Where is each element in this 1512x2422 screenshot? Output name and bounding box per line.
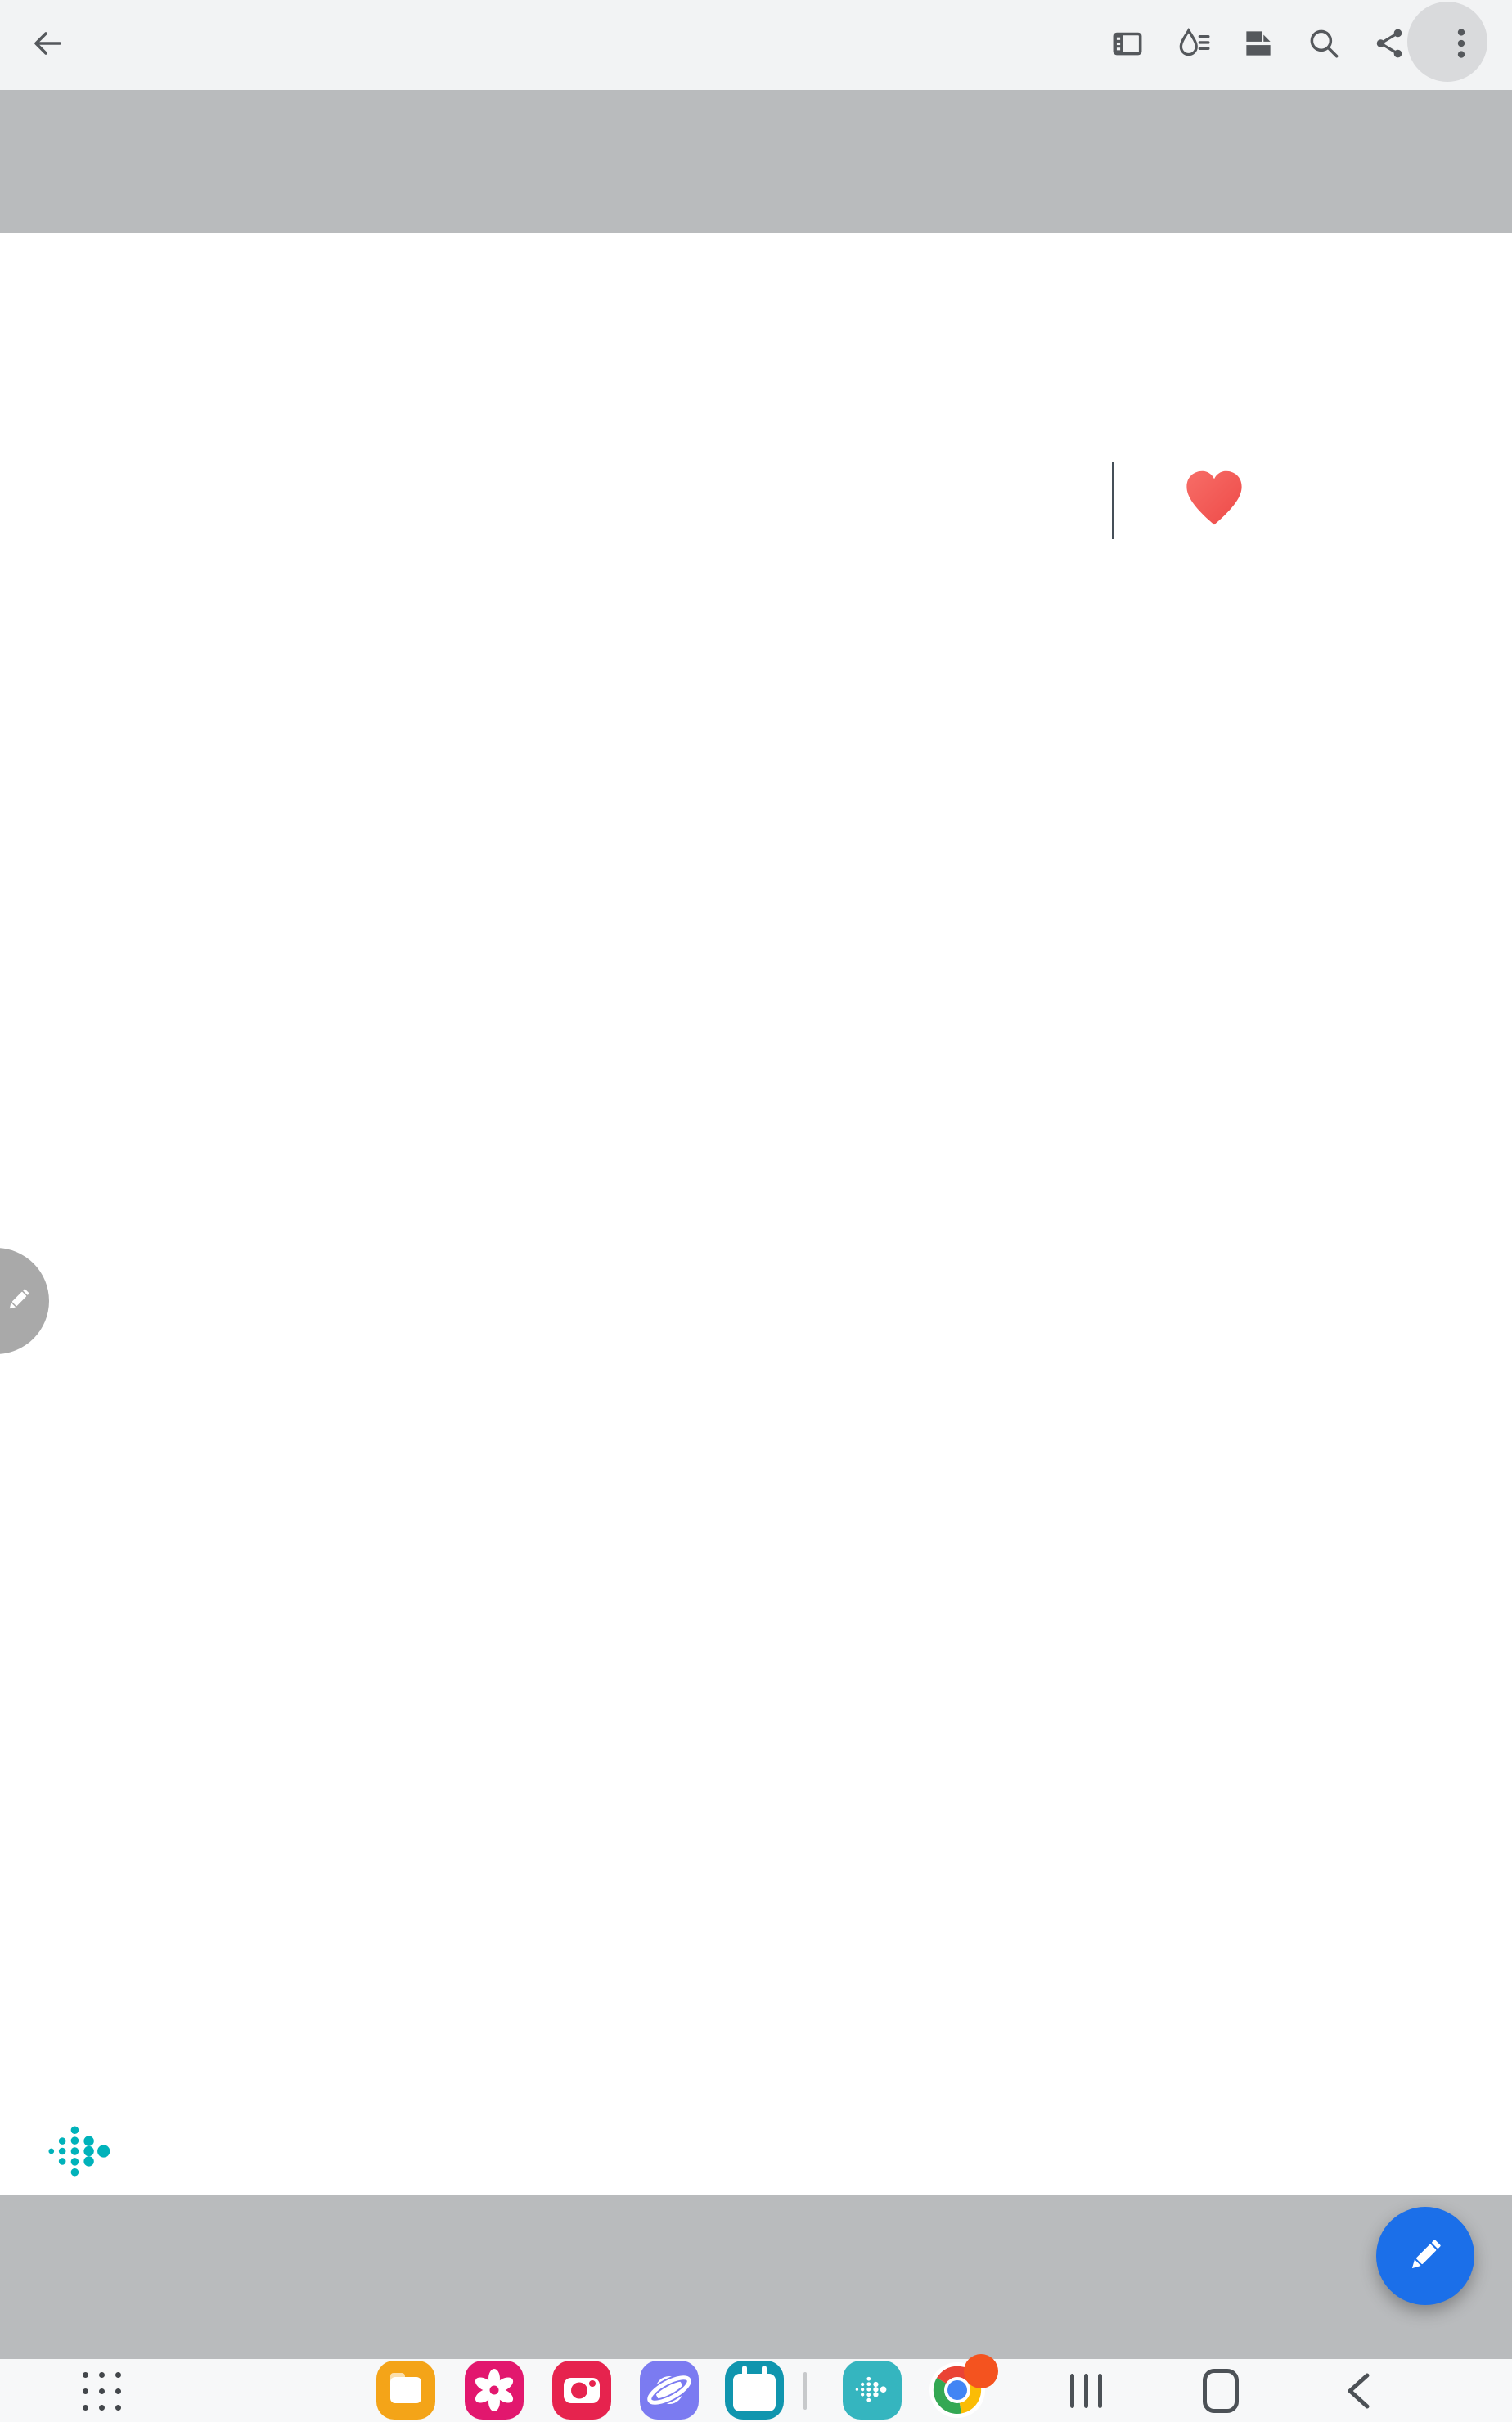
back-button[interactable] (25, 22, 70, 68)
pdf-viewer-toolbar (0, 0, 1512, 90)
page-layout-button[interactable] (1226, 0, 1291, 90)
camera-app-icon[interactable] (552, 2361, 611, 2420)
thumbnails-icon (1109, 25, 1146, 66)
gallery-app-icon[interactable] (465, 2361, 524, 2420)
toolbar-actions (1095, 0, 1501, 90)
ink-drop-icon (1174, 25, 1212, 66)
ecg-trace-svg (39, 1442, 285, 1564)
recents-nav-button[interactable] (1070, 2374, 1103, 2408)
my-files-app-icon[interactable] (376, 2361, 435, 2420)
back-arrow-icon (29, 25, 65, 65)
thumbnails-panel-button[interactable] (1095, 0, 1160, 90)
home-nav-button[interactable] (1203, 2369, 1239, 2413)
calendar-day-number (733, 2374, 776, 2411)
ecg-trace-svg (39, 587, 285, 710)
pdf-page (0, 233, 1512, 2195)
android-taskbar (0, 2359, 1512, 2422)
notification-badge (964, 2354, 998, 2388)
vertical-divider (1112, 462, 1114, 539)
ink-annotate-button[interactable] (1160, 0, 1226, 90)
edit-fab-button[interactable] (1376, 2207, 1474, 2305)
page-layout-icon (1240, 25, 1277, 66)
search-button[interactable] (1291, 0, 1357, 90)
overflow-menu-icon (1442, 25, 1480, 66)
heart-icon (1181, 467, 1247, 533)
samsung-internet-app-icon[interactable] (640, 2361, 699, 2420)
pencil-icon (1404, 2234, 1447, 2279)
chrome-app-icon[interactable] (928, 2361, 987, 2420)
dock-divider (803, 2372, 807, 2410)
app-drawer-button[interactable] (83, 2372, 121, 2411)
calendar-app-icon[interactable] (725, 2361, 784, 2420)
share-icon (1370, 25, 1408, 66)
ecg-trace-svg (39, 1157, 285, 1280)
fitbit-app-icon[interactable] (843, 2361, 902, 2420)
more-options-button[interactable] (1422, 0, 1501, 90)
ecg-trace-svg (39, 872, 285, 995)
search-icon (1305, 25, 1343, 66)
